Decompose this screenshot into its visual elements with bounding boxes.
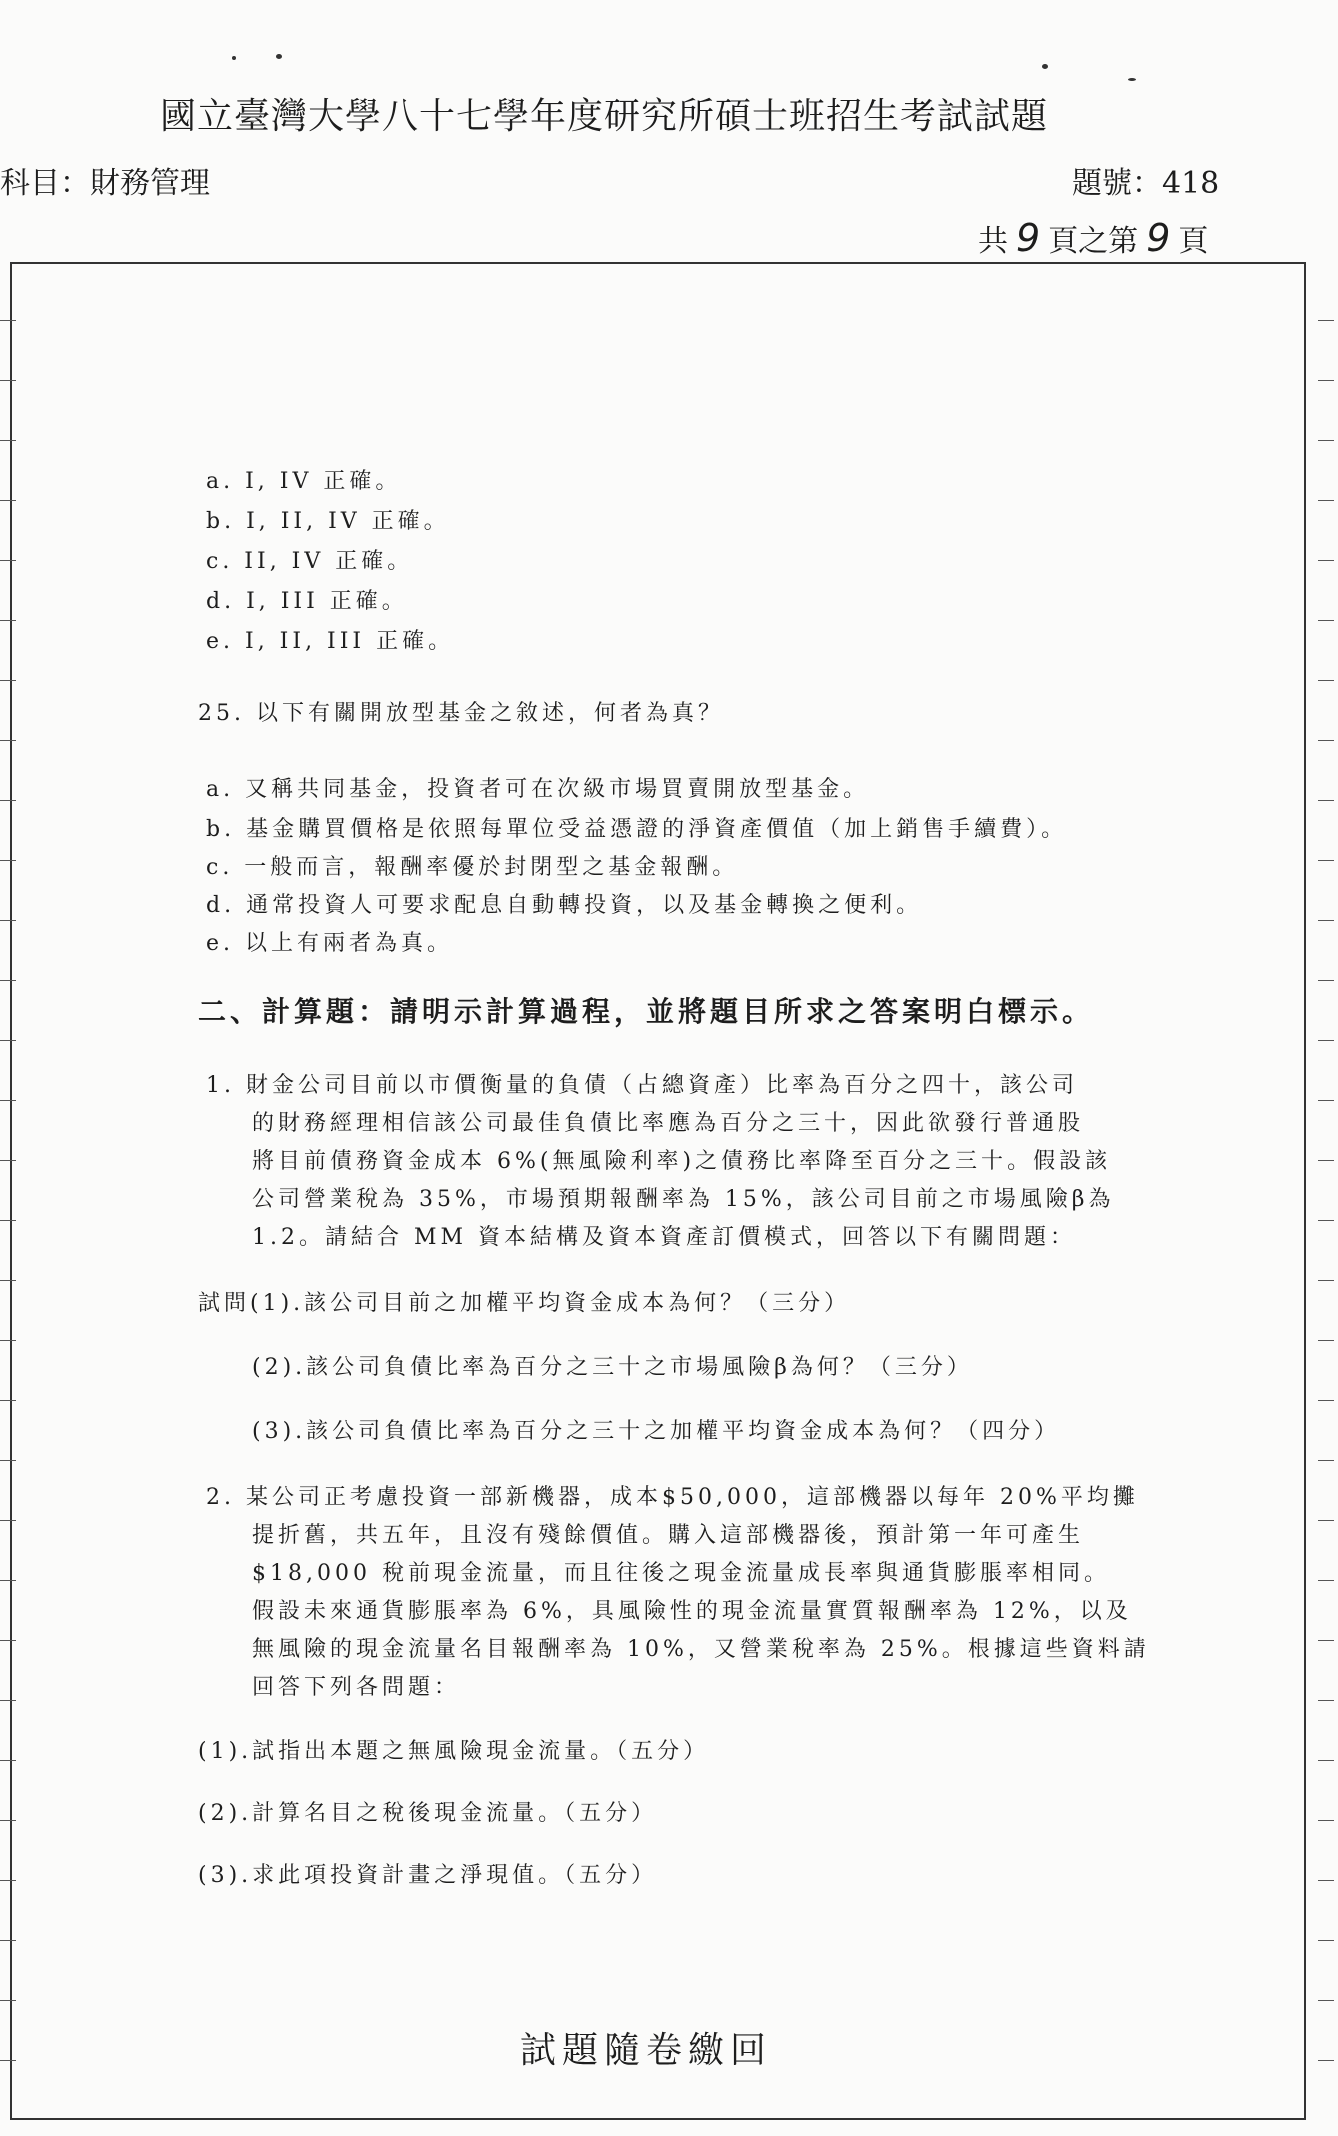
margin-tick — [0, 1160, 16, 1161]
margin-tick — [1318, 2060, 1334, 2061]
option-b: b. I, II, IV 正確。 — [206, 509, 450, 534]
option-a: a. I, IV 正確。 — [206, 469, 402, 494]
question-25: 25. 以下有關開放型基金之敘述，何者為真？ — [198, 701, 724, 726]
margin-tick — [1318, 1460, 1334, 1461]
pages-total: 9 — [1016, 216, 1041, 260]
q2-line: 提折舊，共五年，且沒有殘餘價值。購入這部機器後，預計第一年可產生 — [252, 1523, 1085, 1548]
margin-tick — [1318, 1340, 1334, 1341]
q1-sub: (3).該公司負債比率為百分之三十之加權平均資金成本為何？（四分） — [252, 1419, 1061, 1444]
margin-tick — [1318, 620, 1334, 621]
q25-option-b: b. 基金購買價格是依照每單位受益憑證的淨資產價值（加上銷售手續費）。 — [206, 817, 1068, 842]
margin-tick — [0, 2000, 16, 2001]
q2-line: 無風險的現金流量名目報酬率為 10%，又營業稅率為 25%。根據這些資料請 — [252, 1637, 1150, 1662]
scan-speck — [232, 56, 236, 60]
margin-tick — [1318, 860, 1334, 861]
subject-label: 科目：財務管理 — [0, 166, 210, 201]
margin-tick — [1318, 1580, 1334, 1581]
margin-tick — [0, 1700, 16, 1701]
margin-tick — [0, 680, 16, 681]
margin-tick — [0, 740, 16, 741]
margin-tick — [1318, 1880, 1334, 1881]
margin-tick — [1318, 1160, 1334, 1161]
scan-speck — [1042, 64, 1048, 69]
q1-sub: 試問(1).該公司目前之加權平均資金成本為何？（三分） — [198, 1291, 851, 1316]
margin-tick — [0, 620, 16, 621]
margin-tick — [0, 860, 16, 861]
margin-tick — [0, 1580, 16, 1581]
margin-tick — [1318, 320, 1334, 321]
margin-tick — [0, 2060, 16, 2061]
margin-tick — [1318, 1820, 1334, 1821]
q1-line: 1.2。請結合 MM 資本結構及資本資產訂價模式，回答以下有關問題： — [252, 1225, 1077, 1250]
scan-speck — [1128, 78, 1136, 81]
margin-tick — [0, 1820, 16, 1821]
section-heading: 二、計算題：請明示計算過程，並將題目所求之答案明白標示。 — [198, 995, 1095, 1028]
margin-tick — [0, 500, 16, 501]
margin-tick — [1318, 1220, 1334, 1221]
option-c: c. II, IV 正確。 — [206, 549, 414, 574]
pages-current: 9 — [1146, 216, 1171, 260]
margin-tick — [1318, 500, 1334, 501]
margin-tick — [1318, 440, 1334, 441]
q1-sub: (2).該公司負債比率為百分之三十之市場風險β為何？（三分） — [252, 1355, 973, 1380]
return-notice: 試題隨卷繳回 — [520, 2030, 773, 2071]
margin-tick — [1318, 920, 1334, 921]
margin-tick — [0, 1640, 16, 1641]
margin-tick — [0, 1400, 16, 1401]
margin-tick — [0, 1280, 16, 1281]
q2-line: 2. 某公司正考慮投資一部新機器，成本$50,000，這部機器以每年 20%平均攤 — [206, 1485, 1139, 1510]
margin-tick — [0, 440, 16, 441]
margin-tick — [1318, 380, 1334, 381]
margin-tick — [0, 1100, 16, 1101]
pages-suffix: 頁 — [1178, 224, 1209, 259]
margin-tick — [1318, 800, 1334, 801]
margin-tick — [0, 1880, 16, 1881]
margin-tick — [1318, 980, 1334, 981]
q2-line: 假設未來通貨膨脹率為 6%，具風險性的現金流量實質報酬率為 12%，以及 — [252, 1599, 1132, 1624]
margin-tick — [1318, 1040, 1334, 1041]
margin-tick — [1318, 1700, 1334, 1701]
exam-title: 國立臺灣大學八十七學年度研究所碩士班招生考試試題 — [160, 96, 1049, 137]
pages-prefix: 共 — [978, 224, 1008, 259]
margin-tick — [1318, 740, 1334, 741]
margin-tick — [0, 1220, 16, 1221]
q25-option-a: a. 又稱共同基金，投資者可在次級市場買賣開放型基金。 — [206, 777, 870, 802]
margin-tick — [1318, 1400, 1334, 1401]
margin-tick — [1318, 1520, 1334, 1521]
margin-tick — [0, 1940, 16, 1941]
margin-tick — [0, 1520, 16, 1521]
q1-line: 將目前債務資金成本 6%(無風險利率)之債務比率降至百分之三十。假設該 — [252, 1149, 1112, 1174]
margin-tick — [1318, 1760, 1334, 1761]
q2-sub: (3).求此項投資計畫之淨現值。（五分） — [198, 1863, 658, 1888]
scan-speck — [276, 54, 282, 59]
page-indicator — [978, 216, 1208, 260]
q1-line: 1. 財金公司目前以市價衡量的負債（占總資產）比率為百分之四十，該公司 — [206, 1073, 1078, 1098]
margin-tick — [0, 1460, 16, 1461]
margin-tick — [0, 320, 16, 321]
margin-tick — [0, 1040, 16, 1041]
margin-tick — [0, 980, 16, 981]
margin-tick — [1318, 560, 1334, 561]
q2-line: 回答下列各問題： — [252, 1675, 461, 1700]
pages-middle: 頁之第 — [1048, 224, 1139, 259]
option-d: d. I, III 正確。 — [206, 589, 408, 614]
q2-sub: (2).計算名目之稅後現金流量。（五分） — [198, 1801, 658, 1826]
q25-option-e: e. 以上有兩者為真。 — [206, 931, 454, 956]
q2-line: $18,000 稅前現金流量，而且往後之現金流量成長率與通貨膨脹率相同。 — [252, 1561, 1110, 1586]
margin-tick — [1318, 1640, 1334, 1641]
margin-tick — [0, 800, 16, 801]
margin-tick — [1318, 680, 1334, 681]
q1-line: 的財務經理相信該公司最佳負債比率應為百分之三十，因此欲發行普通股 — [252, 1111, 1085, 1136]
option-e: e. I, II, III 正確。 — [206, 629, 455, 654]
margin-tick — [0, 1340, 16, 1341]
margin-tick — [1318, 1940, 1334, 1941]
margin-tick — [0, 1760, 16, 1761]
q2-sub: (1).試指出本題之無風險現金流量。（五分） — [198, 1739, 710, 1764]
margin-tick — [0, 380, 16, 381]
q25-option-d: d. 通常投資人可要求配息自動轉投資，以及基金轉換之便利。 — [206, 893, 923, 918]
margin-tick — [1318, 2000, 1334, 2001]
margin-tick — [1318, 1280, 1334, 1281]
margin-tick — [0, 560, 16, 561]
margin-tick — [0, 920, 16, 921]
question-number: 題號：418 — [1072, 166, 1220, 201]
margin-tick — [1318, 1100, 1334, 1101]
q25-option-c: c. 一般而言，報酬率優於封閉型之基金報酬。 — [206, 855, 739, 880]
q1-line: 公司營業稅為 35%，市場預期報酬率為 15%，該公司目前之市場風險β為 — [252, 1187, 1115, 1212]
